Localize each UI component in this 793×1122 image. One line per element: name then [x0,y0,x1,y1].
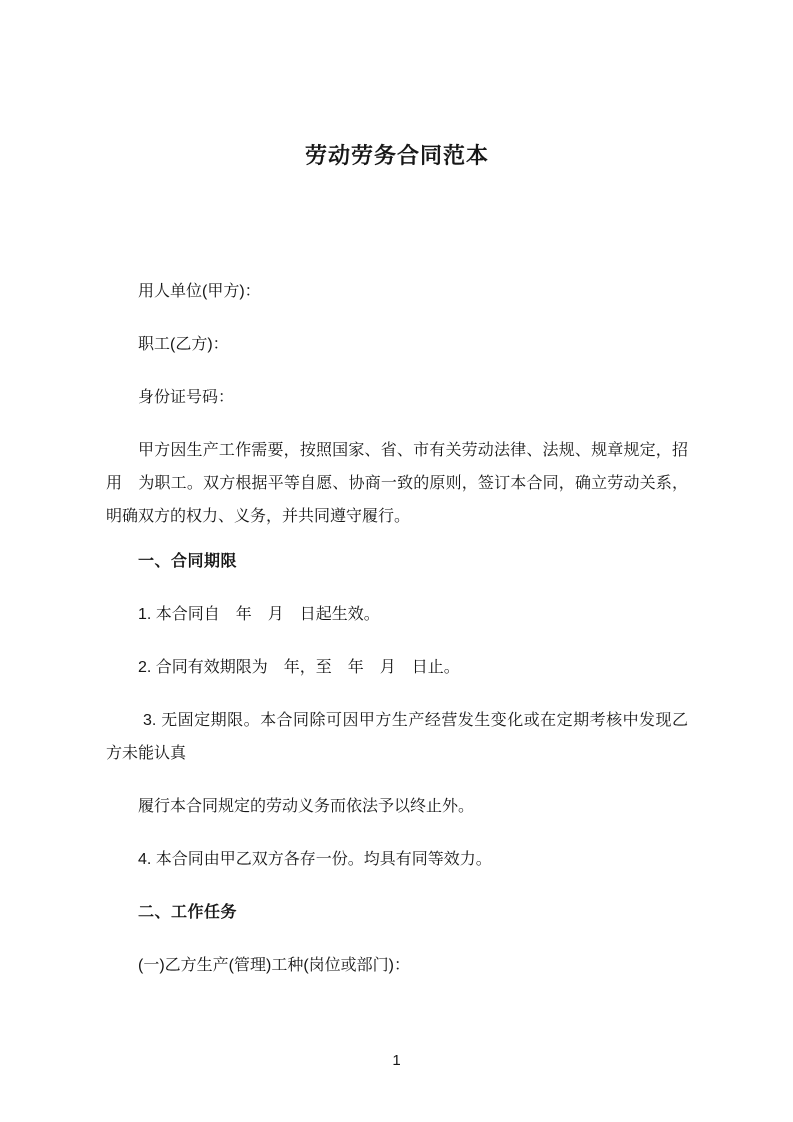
intro-paragraph: 甲方因生产工作需要，按照国家、省、市有关劳动法律、法规、规章规定，招用 为职工。双方根据平等自愿、协商一致的原则，签订本合同，确立劳动关系，明确双方的权力、义务，并共同遵守履行。 [106,442,688,525]
clause-1-3-continuation: 履行本合同规定的劳动义务而依法予以终止外。 [138,798,475,815]
field-employee-party-b: 职工(乙方)： [138,336,229,353]
clause-2-1: (一)乙方生产(管理)工种(岗位或部门)： [138,957,410,974]
document-title: 劳动劳务合同范本 [304,143,489,168]
clause-1-3: 3. 无固定期限。本合同除可因甲方生产经营发生变化或在定期考核中发现乙方未能认真 [106,712,689,762]
clause-1-2: 2. 合同有效期限为 年，至 年 月 日止。 [138,659,460,676]
clause-1-4: 4. 本合同由甲乙双方各存一份。均具有同等效力。 [138,851,492,868]
field-id-number: 身份证号码： [138,389,235,406]
page-number: 1 [392,1052,401,1069]
field-employer-party-a: 用人单位(甲方)： [138,283,261,300]
section-1-heading: 一、合同期限 [138,553,238,570]
section-2-heading: 二、工作任务 [138,904,238,921]
clause-1-1: 1. 本合同自 年 月 日起生效。 [138,606,380,623]
